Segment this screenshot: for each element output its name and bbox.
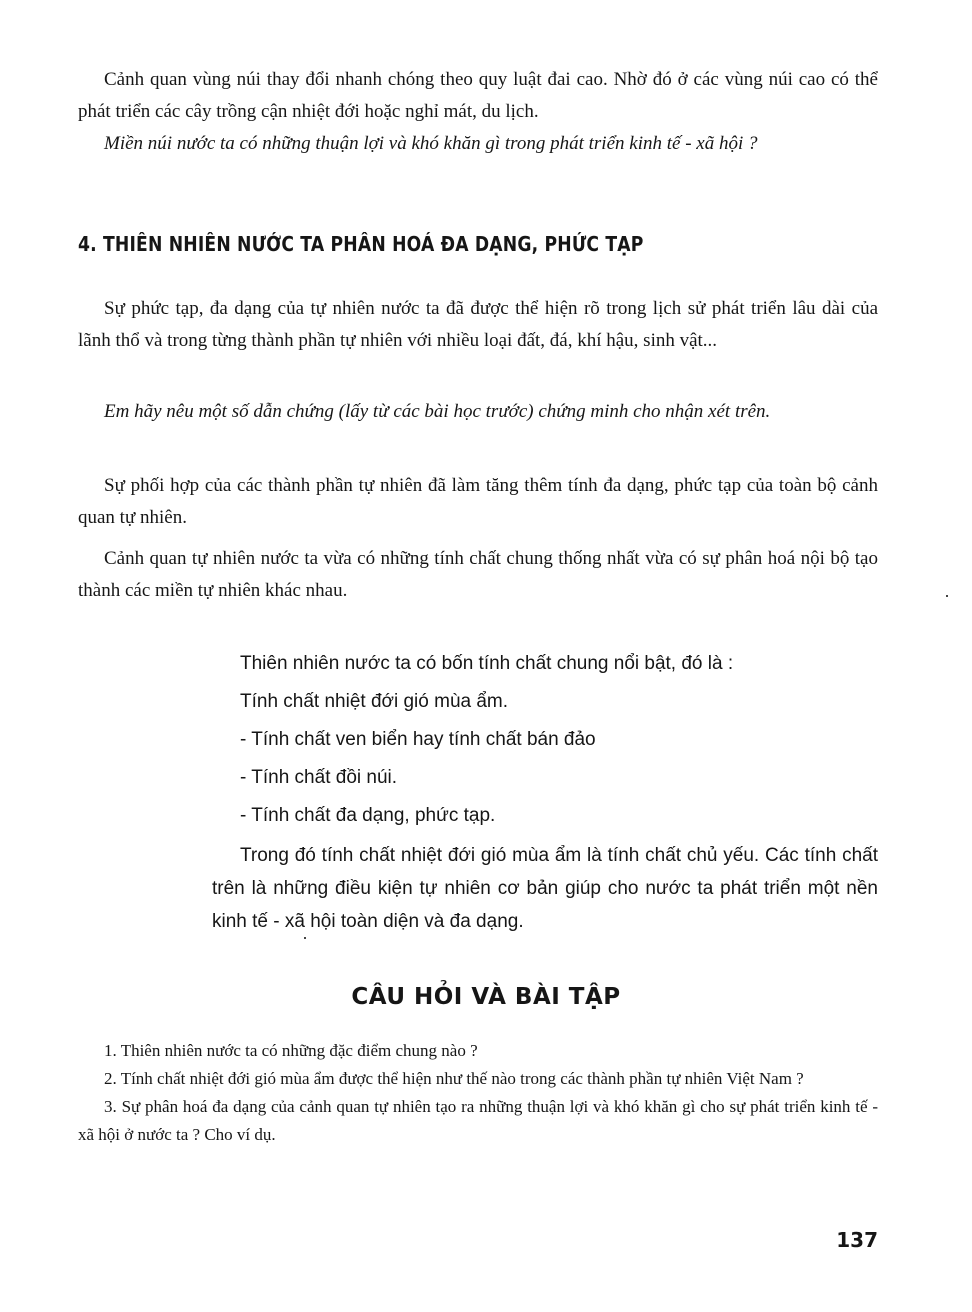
exercises-title: CÂU HỎI VÀ BÀI TẬP [351,984,621,1010]
page-number: 137 [836,1228,878,1252]
summary-item: - Tính chất đa dạng, phức tạp. [240,805,496,826]
section-heading: 4. THIÊN NHIÊN NƯỚC TA PHÂN HOÁ ĐA DẠNG, PHỨC TẠP [78,232,644,256]
paragraph-mountain-landscape: Cảnh quan vùng núi thay đổi nhanh chóng theo quy luật đai cao. Nhờ đó ở các vùng núi cao có thể phát triển các cây trồng cận nhiệt đới hoặc nghỉ mát, du lịch. [78,69,878,122]
exercise-question: 3. Sự phân hoá đa dạng của cảnh quan tự nhiên tạo ra những thuận lợi và khó khăn gì cho sự phát triển kinh tế - xã hội ở nước ta ? Cho ví dụ. [78,1097,878,1144]
paragraph-complexity: Sự phức tạp, đa dạng của tự nhiên nước ta đã được thể hiện rõ trong lịch sử phát triển lâu dài của lãnh thổ và trong từng thành phần tự nhiên với nhiều loại đất, đá, khí hậu, sinh vật... [78,298,878,351]
summary-item: Tính chất nhiệt đới gió mùa ẩm. [240,691,509,712]
paragraph-landscape-division: Cảnh quan tự nhiên nước ta vừa có những tính chất chung thống nhất vừa có sự phân hoá nội bộ tạo thành các miền tự nhiên khác nhau. [78,548,878,601]
paragraph-combination: Sự phối hợp của các thành phần tự nhiên đã làm tăng thêm tính đa dạng, phức tạp của toàn bộ cảnh quan tự nhiên. [78,475,878,528]
summary-box [212,645,878,938]
exercise-list [78,1037,878,1149]
summary-conclusion: Trong đó tính chất nhiệt đới gió mùa ẩm là tính chất chủ yếu. Các tính chất trên là những điều kiện tự nhiên cơ bản giúp cho nước ta phát triển một nền kinh tế - xã hội toàn diện và đa dạng. [212,845,878,932]
scan-speck [946,595,948,597]
question-evidence: Em hãy nêu một số dẫn chứng (lấy từ các bài học trước) chứng minh cho nhận xét trên. [104,401,771,422]
question-mountain-advantages: Miền núi nước ta có những thuận lợi và khó khăn gì trong phát triển kinh tế - xã hội ? [104,133,758,154]
scan-speck [304,937,306,939]
summary-intro: Thiên nhiên nước ta có bốn tính chất chung nổi bật, đó là : [240,653,734,674]
summary-item: - Tính chất ven biển hay tính chất bán đảo [240,729,596,750]
summary-item: - Tính chất đồi núi. [240,767,398,788]
exercise-question: 2. Tính chất nhiệt đới gió mùa ẩm được thể hiện như thế nào trong các thành phần tự nhiên Việt Nam ? [104,1069,804,1088]
exercise-question: 1. Thiên nhiên nước ta có những đặc điểm chung nào ? [104,1041,478,1060]
